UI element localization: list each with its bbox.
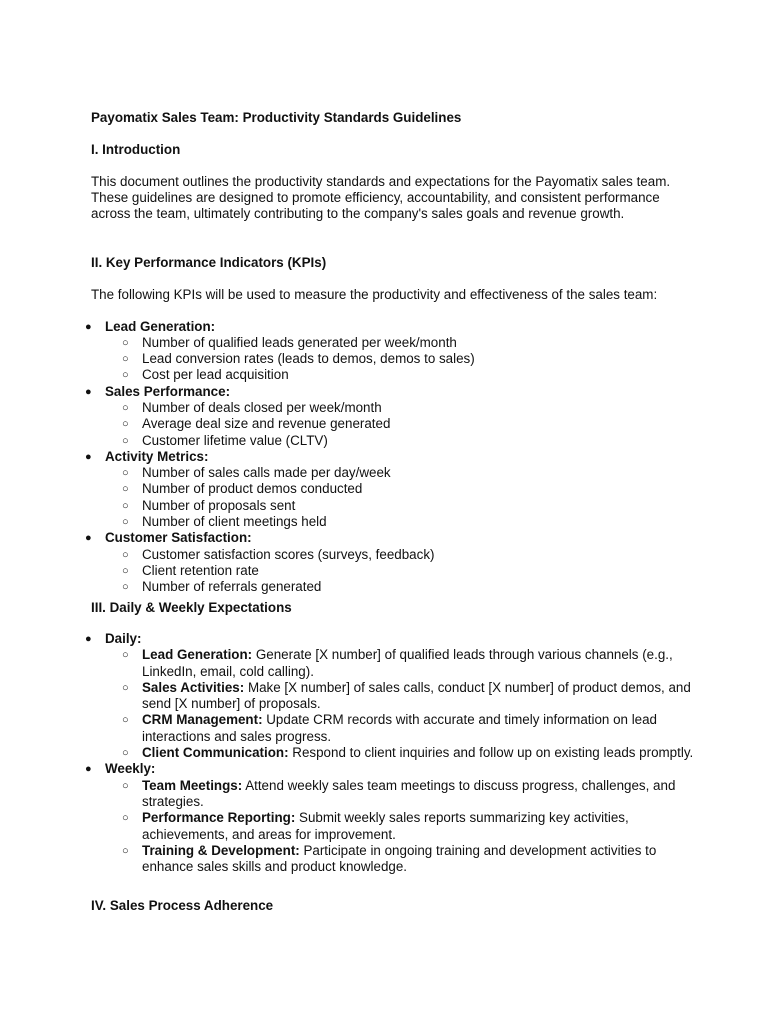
expectation-group-label: Weekly: bbox=[105, 761, 156, 777]
circle-bullet-icon: ○ bbox=[122, 548, 129, 561]
circle-bullet-icon: ○ bbox=[122, 779, 129, 792]
list-item bbox=[105, 680, 703, 713]
bullet-icon: ● bbox=[85, 633, 92, 645]
item-label: Lead Generation: bbox=[142, 647, 253, 663]
list-item bbox=[105, 778, 703, 811]
kpi-list bbox=[83, 319, 703, 596]
section-heading-kpis: II. Key Performance Indicators (KPIs) bbox=[91, 255, 327, 270]
item-text: Respond to client inquiries and follow up on existing leads promptly. bbox=[292, 745, 694, 761]
list-item: ○ Lead conversion rates (leads to demos, demos to sales) bbox=[122, 351, 475, 367]
item-text: Participate in ongoing training and development activities to enhance sales skills and product knowledge. bbox=[142, 842, 657, 875]
circle-bullet-icon: ○ bbox=[122, 467, 129, 480]
expectation-group-daily bbox=[83, 631, 703, 761]
list-item: ○ Average deal size and revenue generated bbox=[122, 416, 391, 432]
kpi-group-lead-generation bbox=[83, 319, 703, 384]
kpi-group-label: Customer Satisfaction: bbox=[105, 530, 252, 546]
list-item: ○ Number of sales calls made per day/week bbox=[122, 465, 391, 481]
circle-bullet-icon: ○ bbox=[122, 581, 129, 594]
circle-bullet-icon: ○ bbox=[122, 418, 129, 431]
item-label: Training & Development: bbox=[142, 842, 300, 858]
list-item bbox=[105, 745, 703, 761]
bullet-icon: ● bbox=[85, 385, 92, 398]
list-item: ○ Number of qualified leads generated per week/month bbox=[122, 334, 457, 350]
item-label: CRM Management: bbox=[142, 712, 263, 728]
kpi-group-label: Sales Performance: bbox=[105, 383, 231, 399]
circle-bullet-icon: ○ bbox=[122, 844, 129, 857]
item-text: Attend weekly sales team meetings to discuss progress, challenges, and strategies. bbox=[142, 777, 676, 809]
list-item: ○ Number of deals closed per week/month bbox=[122, 399, 382, 415]
circle-bullet-icon: ○ bbox=[122, 564, 129, 577]
circle-bullet-icon: ○ bbox=[122, 499, 129, 512]
circle-bullet-icon: ○ bbox=[122, 649, 129, 662]
circle-bullet-icon: ○ bbox=[122, 434, 129, 447]
list-item: ○ Customer lifetime value (CLTV) bbox=[122, 432, 328, 448]
circle-bullet-icon: ○ bbox=[122, 714, 129, 727]
expectation-group-label: Daily: bbox=[105, 631, 142, 646]
circle-bullet-icon: ○ bbox=[122, 336, 129, 349]
list-item: ○ Number of proposals sent bbox=[122, 497, 296, 513]
item-text: Update CRM records with accurate and timely information on lead interactions and sales progress. bbox=[142, 712, 658, 744]
item-label: Performance Reporting: bbox=[142, 810, 296, 826]
bullet-icon: ● bbox=[85, 763, 92, 776]
circle-bullet-icon: ○ bbox=[122, 401, 129, 414]
circle-bullet-icon: ○ bbox=[122, 353, 129, 366]
kpi-group-customer-satisfaction bbox=[83, 530, 703, 595]
bullet-icon: ● bbox=[85, 320, 92, 333]
expectation-group-weekly bbox=[83, 761, 703, 875]
circle-bullet-icon: ○ bbox=[122, 369, 129, 382]
circle-bullet-icon: ○ bbox=[122, 516, 129, 529]
kpi-group-activity-metrics bbox=[83, 449, 703, 530]
list-item: ○ Client retention rate bbox=[122, 562, 259, 578]
section-heading-sales-process: IV. Sales Process Adherence bbox=[91, 898, 274, 913]
list-item: ○ Number of product demos conducted bbox=[122, 481, 363, 497]
list-item bbox=[105, 810, 703, 843]
list-item bbox=[105, 712, 703, 745]
introduction-paragraph: This document outlines the productivity standards and expectations for the Payomatix sales team. These guidelines are designed to promote efficiency, accountability, and consistent performance across the team, ultimately contributing to the company's sales goals and revenue growth. bbox=[91, 174, 671, 222]
item-label: Team Meetings: bbox=[142, 777, 243, 793]
list-item: ○ Number of client meetings held bbox=[122, 514, 327, 530]
item-text: Make [X number] of sales calls, conduct [X number] of product demos, and send [X number] of proposals. bbox=[142, 679, 691, 712]
list-item bbox=[105, 843, 703, 876]
list-item bbox=[105, 647, 703, 680]
item-label: Client Communication: bbox=[142, 745, 289, 761]
kpi-group-sales-performance bbox=[83, 384, 703, 449]
bullet-icon: ● bbox=[85, 450, 92, 463]
section-heading-introduction: I. Introduction bbox=[91, 142, 181, 157]
kpi-group-label: Activity Metrics: bbox=[105, 448, 209, 464]
bullet-icon: ● bbox=[85, 532, 92, 545]
circle-bullet-icon: ○ bbox=[122, 483, 129, 496]
expectations-list bbox=[83, 631, 703, 875]
kpis-intro-paragraph: The following KPIs will be used to measure the productivity and effectiveness of the sales team: bbox=[91, 287, 658, 302]
item-text: Generate [X number] of qualified leads through various channels (e.g., LinkedIn, email, cold calling). bbox=[142, 647, 673, 679]
circle-bullet-icon: ○ bbox=[122, 681, 129, 694]
section-heading-expectations: III. Daily & Weekly Expectations bbox=[91, 600, 292, 615]
kpi-group-label: Lead Generation: bbox=[105, 318, 216, 334]
circle-bullet-icon: ○ bbox=[122, 812, 129, 825]
list-item: ○ Number of referrals generated bbox=[122, 579, 322, 595]
list-item: ○ Cost per lead acquisition bbox=[122, 367, 289, 383]
list-item: ○ Customer satisfaction scores (surveys, feedback) bbox=[122, 546, 435, 562]
circle-bullet-icon: ○ bbox=[122, 747, 129, 760]
item-label: Sales Activities: bbox=[142, 679, 245, 695]
document-title: Payomatix Sales Team: Productivity Standards Guidelines bbox=[91, 110, 462, 125]
item-text: Submit weekly sales reports summarizing key activities, achievements, and areas for improvement. bbox=[142, 810, 629, 842]
